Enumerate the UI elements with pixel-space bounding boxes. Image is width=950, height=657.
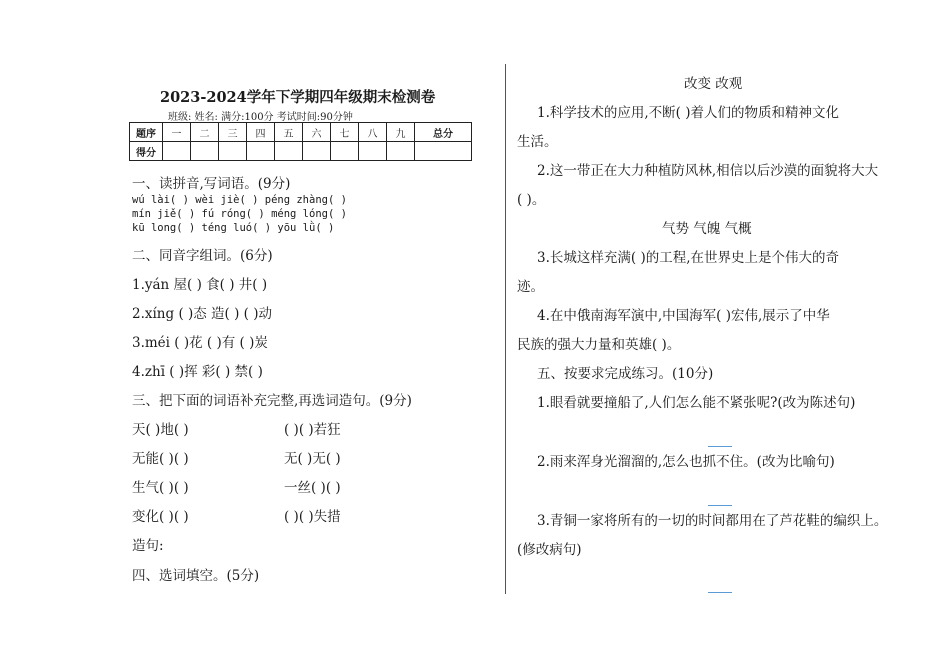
score-cell[interactable]: [247, 142, 275, 161]
table-row: [130, 142, 472, 161]
answer-line[interactable]: [708, 491, 732, 510]
exam-title: 2023-2024学年下学期四年级期末检测卷: [160, 89, 436, 106]
score-table: [129, 122, 472, 161]
homophone-line: 3.méi ( )花 ( )有 ( )炭: [132, 335, 268, 351]
numeral-cell: 二: [191, 123, 219, 142]
fill-question: 1.科学技术的应用,不断( )着人们的物质和精神文化: [537, 105, 839, 121]
score-cell[interactable]: [331, 142, 359, 161]
homophone-line: 1.yán 屋( ) 食( ) 井( ): [132, 277, 268, 293]
idiom-b: ( )( )失措: [284, 509, 341, 525]
total-label: 总分: [415, 123, 472, 142]
score-cell[interactable]: [359, 142, 387, 161]
row-label-order: 题序: [130, 123, 163, 142]
fill-question-cont: ( )。: [517, 192, 546, 208]
section-2-title: 二、同音字组词。(6分): [132, 248, 273, 264]
idiom-b: ( )( )若狂: [284, 422, 341, 438]
make-sentence-label: 造句:: [132, 538, 164, 554]
pinyin-line: kū long( ) téng luó( ) yōu lǜ( ): [132, 222, 335, 234]
rewrite-question: 1.眼看就要撞船了,人们怎么能不紧张呢?(改为陈述句): [537, 395, 856, 411]
section-3-title: 三、把下面的词语补充完整,再选词造句。(9分): [132, 393, 412, 409]
homophone-line: 2.xíng ( )态 造( ) ( )动: [132, 306, 272, 322]
pinyin-line: wú lài( ) wèi jiè( ) péng zhàng( ): [132, 194, 347, 206]
fill-question: 3.长城这样充满( )的工程,在世界史上是个伟大的奇: [537, 250, 839, 266]
homophone-line: 4.zhī ( )挥 彩( ) 禁( ): [132, 364, 263, 380]
idiom-b: 一丝( )( ): [284, 480, 341, 496]
fill-question: 2.这一带正在大力种植防风林,相信以后沙漠的面貌将大大: [537, 163, 879, 179]
idiom-a: 生气( )( ): [132, 480, 189, 496]
numeral-cell: 五: [275, 123, 303, 142]
fill-question: 4.在中俄南海军演中,中国海军( )宏伟,展示了中华: [537, 308, 830, 324]
fill-question-cont: 民族的强大力量和英雄( )。: [517, 337, 681, 353]
numeral-cell: 九: [387, 123, 415, 142]
idiom-a: 变化( )( ): [132, 509, 189, 525]
total-score-cell[interactable]: [415, 142, 472, 161]
section-5-title: 五、按要求完成练习。(10分): [537, 366, 714, 382]
row-label-score: 得分: [130, 142, 163, 161]
score-cell[interactable]: [219, 142, 247, 161]
exam-info: 班级: 姓名: 满分:100分 考试时间:90分钟: [168, 112, 353, 123]
score-cell[interactable]: [387, 142, 415, 161]
score-cell[interactable]: [163, 142, 191, 161]
word-choice-1: 改变 改观: [684, 76, 743, 92]
fill-question-cont: 生活。: [517, 134, 558, 150]
answer-line[interactable]: [708, 578, 732, 597]
idiom-b: 无( )无( ): [284, 451, 341, 467]
rewrite-question: 2.雨来浑身光溜溜的,怎么也抓不住。(改为比喻句): [537, 454, 835, 470]
word-choice-2: 气势 气魄 气概: [662, 221, 752, 237]
pinyin-line: mín jiě( ) fú róng( ) méng lóng( ): [132, 208, 347, 220]
idiom-a: 天( )地( ): [132, 422, 189, 438]
fill-question-cont: 迹。: [517, 279, 544, 295]
numeral-cell: 六: [303, 123, 331, 142]
numeral-cell: 一: [163, 123, 191, 142]
numeral-cell: 四: [247, 123, 275, 142]
rewrite-question: 3.青铜一家将所有的一切的时间都用在了芦花鞋的编织上。: [537, 513, 888, 529]
table-row: [130, 123, 472, 142]
rewrite-question-cont: (修改病句): [517, 542, 582, 558]
score-cell[interactable]: [303, 142, 331, 161]
section-1-title: 一、读拼音,写词语。(9分): [132, 176, 291, 192]
column-divider: [505, 64, 506, 594]
numeral-cell: 八: [359, 123, 387, 142]
score-cell[interactable]: [275, 142, 303, 161]
answer-line[interactable]: [708, 432, 732, 451]
numeral-cell: 三: [219, 123, 247, 142]
idiom-a: 无能( )( ): [132, 451, 189, 467]
score-cell[interactable]: [191, 142, 219, 161]
numeral-cell: 七: [331, 123, 359, 142]
section-4-title: 四、选词填空。(5分): [132, 568, 260, 584]
